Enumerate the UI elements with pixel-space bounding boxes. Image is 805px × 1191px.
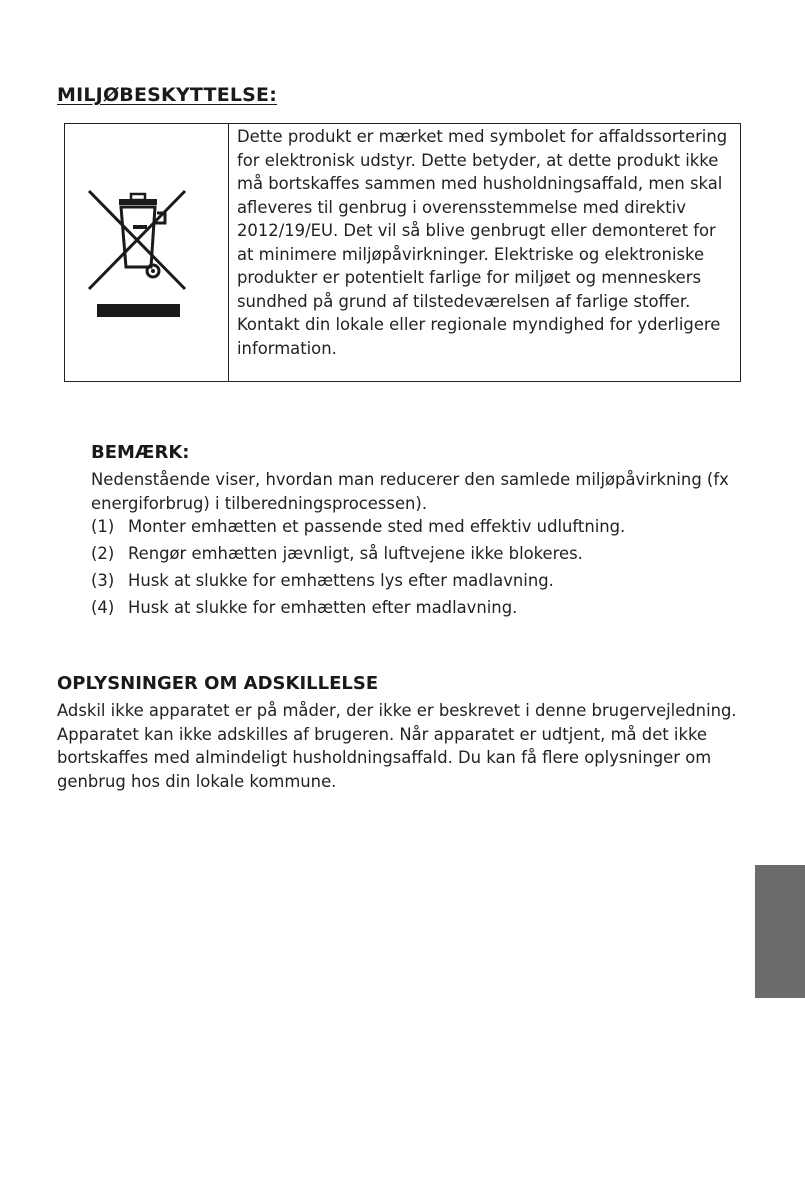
step-number: (4) [91, 598, 115, 617]
note-steps-list [91, 515, 625, 623]
weee-symbol-cell [65, 124, 229, 381]
list-item [91, 542, 625, 569]
step-number: (3) [91, 571, 115, 590]
step-text: Husk at slukke for emhættens lys efter madlavning. [128, 571, 554, 590]
list-item [91, 596, 625, 623]
crossed-out-wheelie-bin-icon [85, 187, 209, 317]
step-text: Monter emhætten et passende sted med effektiv udluftning. [128, 517, 626, 536]
step-text: Husk at slukke for emhætten efter madlavning. [128, 598, 518, 617]
note-intro: Nedenstående viser, hvordan man reducerer den samlede miljøpåvirkning (fx energiforbrug) i tilberedningsprocessen). [91, 470, 729, 513]
page-side-tab [755, 865, 805, 998]
separation-text: Adskil ikke apparatet er på måder, der ikke er beskrevet i denne brugervejledning. Apparatet kan ikke adskilles af brugeren. Når apparatet er udtjent, må det ikke bortskaffes med almindeligt husholdningsaffald. Du kan få flere oplysninger om genbrug hos din lokale kommune. [57, 701, 737, 791]
environment-text: Dette produkt er mærket med symbolet for affaldssortering for elektronisk udstyr. Dette betyder, at dette produkt ikke må bortskaffes sammen med husholdningsaffald, men skal afleveres til genbrug i overensstemmelse med direktiv 2012/19/EU. Det vil så blive genbrugt eller demonteret for at minimere miljøpåvirkninger. Elektriske og elektroniske produkter er potentielt farlige for miljøet og menneskers sundhed på grund af tilstedeværelsen af farlige stoffer. Kontakt din lokale eller regionale myndighed for yderligere information. [237, 127, 728, 358]
step-text: Rengør emhætten jævnligt, så luftvejene ikke blokeres. [128, 544, 583, 563]
environment-heading: MILJØBESKYTTELSE: [57, 84, 278, 106]
step-number: (1) [91, 517, 115, 536]
list-item [91, 569, 625, 596]
separation-heading: OPLYSNINGER OM ADSKILLELSE [57, 673, 379, 694]
environment-info-box [64, 123, 741, 382]
list-item [91, 515, 625, 542]
step-number: (2) [91, 544, 115, 563]
note-heading: BEMÆRK: [91, 442, 190, 463]
